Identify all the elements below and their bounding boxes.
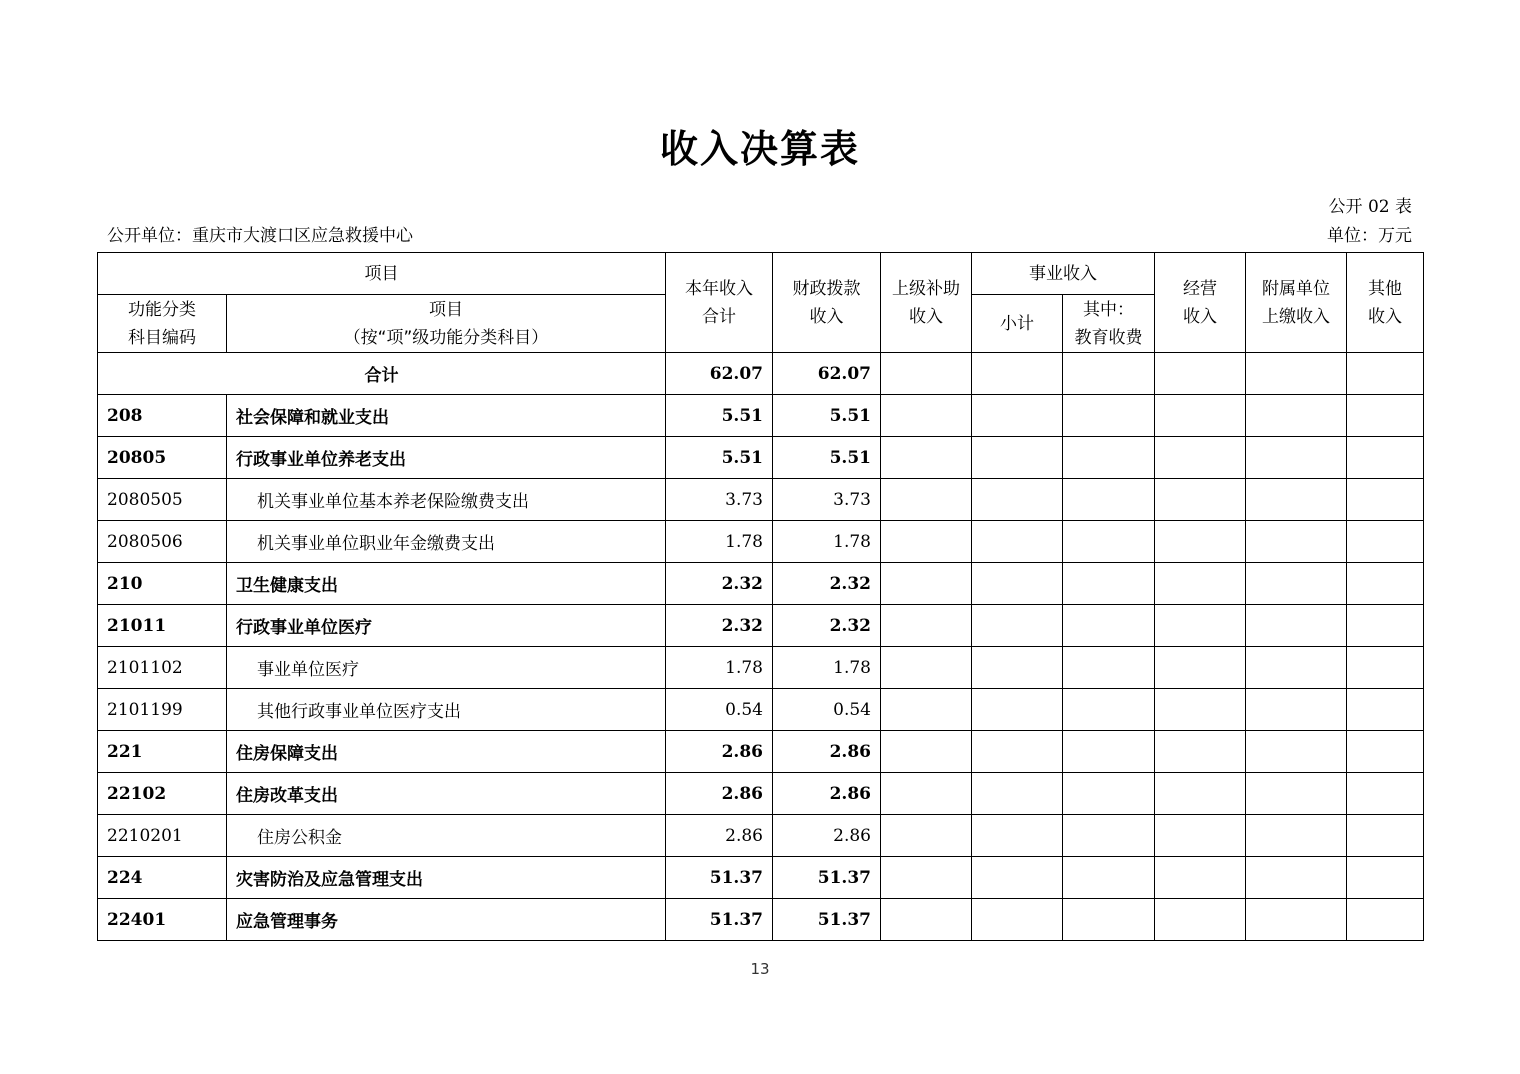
empty-cell xyxy=(1155,689,1246,731)
row-total: 1.78 xyxy=(666,521,773,563)
header-total: 本年收入 合计 xyxy=(666,253,773,353)
table-row xyxy=(98,437,1424,479)
header-affiliated: 附属单位 上缴收入 xyxy=(1246,253,1347,353)
empty-cell xyxy=(1063,899,1155,941)
row-total: 2.32 xyxy=(666,563,773,605)
empty-cell xyxy=(1246,395,1347,437)
row-code: 2101199 xyxy=(98,689,227,731)
row-code: 21011 xyxy=(98,605,227,647)
total-fiscal: 62.07 xyxy=(773,353,881,395)
row-total: 2.86 xyxy=(666,773,773,815)
empty-cell xyxy=(972,437,1063,479)
empty-cell xyxy=(881,563,972,605)
row-name: 行政事业单位医疗 xyxy=(227,605,666,647)
row-name: 机关事业单位基本养老保险缴费支出 xyxy=(227,479,666,521)
empty-cell xyxy=(1063,395,1155,437)
row-total: 2.32 xyxy=(666,605,773,647)
row-name: 住房公积金 xyxy=(227,815,666,857)
row-fiscal: 51.37 xyxy=(773,857,881,899)
header-item-group: 项目 xyxy=(98,253,666,295)
header-fiscal: 财政拨款 收入 xyxy=(773,253,881,353)
empty-cell xyxy=(1246,521,1347,563)
table-row xyxy=(98,899,1424,941)
empty-cell xyxy=(1155,773,1246,815)
row-fiscal: 2.86 xyxy=(773,815,881,857)
row-code: 2101102 xyxy=(98,647,227,689)
header-operating: 经营 收入 xyxy=(1155,253,1246,353)
empty-cell xyxy=(972,731,1063,773)
empty-cell xyxy=(972,563,1063,605)
empty-cell xyxy=(1347,815,1424,857)
row-name: 应急管理事务 xyxy=(227,899,666,941)
empty-cell xyxy=(1347,857,1424,899)
row-code: 208 xyxy=(98,395,227,437)
row-code: 22401 xyxy=(98,899,227,941)
empty-cell xyxy=(1246,647,1347,689)
row-code: 210 xyxy=(98,563,227,605)
row-code: 221 xyxy=(98,731,227,773)
total-value: 62.07 xyxy=(666,353,773,395)
empty-cell xyxy=(972,395,1063,437)
empty-cell xyxy=(1063,437,1155,479)
empty-cell xyxy=(881,479,972,521)
row-code: 22102 xyxy=(98,773,227,815)
row-total: 3.73 xyxy=(666,479,773,521)
empty-cell xyxy=(881,689,972,731)
empty-cell xyxy=(972,647,1063,689)
form-number: 公开 02 表 xyxy=(1328,197,1412,217)
row-name: 机关事业单位职业年金缴费支出 xyxy=(227,521,666,563)
empty-cell xyxy=(1063,689,1155,731)
row-fiscal: 0.54 xyxy=(773,689,881,731)
empty-cell xyxy=(1246,857,1347,899)
empty-cell xyxy=(881,647,972,689)
empty-cell xyxy=(1155,395,1246,437)
empty-cell xyxy=(1246,605,1347,647)
row-fiscal: 2.32 xyxy=(773,563,881,605)
empty-cell xyxy=(1347,563,1424,605)
page-number: 13 xyxy=(750,960,770,978)
empty-cell xyxy=(1155,899,1246,941)
empty-cell xyxy=(1155,647,1246,689)
empty-cell xyxy=(1246,773,1347,815)
row-fiscal: 5.51 xyxy=(773,395,881,437)
empty-cell xyxy=(1347,773,1424,815)
empty-cell xyxy=(1347,395,1424,437)
row-total: 5.51 xyxy=(666,395,773,437)
table-body xyxy=(98,395,1424,941)
empty-cell xyxy=(881,437,972,479)
empty-cell xyxy=(1155,605,1246,647)
table-row xyxy=(98,689,1424,731)
empty-cell xyxy=(1063,857,1155,899)
row-fiscal: 2.32 xyxy=(773,605,881,647)
row-total: 0.54 xyxy=(666,689,773,731)
table-row xyxy=(98,815,1424,857)
empty-cell xyxy=(881,731,972,773)
row-fiscal: 2.86 xyxy=(773,731,881,773)
row-name: 住房改革支出 xyxy=(227,773,666,815)
empty-cell xyxy=(1347,689,1424,731)
row-code: 224 xyxy=(98,857,227,899)
row-name: 事业单位医疗 xyxy=(227,647,666,689)
empty-cell xyxy=(972,605,1063,647)
table-row xyxy=(98,647,1424,689)
row-name: 行政事业单位养老支出 xyxy=(227,437,666,479)
header-name: 项目 （按“项”级功能分类科目） xyxy=(227,295,666,353)
empty-cell xyxy=(1347,437,1424,479)
row-name: 住房保障支出 xyxy=(227,731,666,773)
table-row xyxy=(98,857,1424,899)
empty-cell xyxy=(1063,605,1155,647)
empty-cell xyxy=(972,815,1063,857)
header-business-group: 事业收入 xyxy=(972,253,1155,295)
empty-cell xyxy=(972,773,1063,815)
empty-cell xyxy=(1246,437,1347,479)
empty-cell xyxy=(1155,479,1246,521)
row-total: 2.86 xyxy=(666,731,773,773)
row-total: 1.78 xyxy=(666,647,773,689)
header-business-subtotal: 小计 xyxy=(972,295,1063,353)
empty-cell xyxy=(1155,521,1246,563)
table-row xyxy=(98,605,1424,647)
empty-cell xyxy=(1155,437,1246,479)
empty-cell xyxy=(1347,479,1424,521)
empty-cell xyxy=(1063,815,1155,857)
row-total: 5.51 xyxy=(666,437,773,479)
empty-cell xyxy=(1246,731,1347,773)
income-table xyxy=(97,252,1424,941)
empty-cell xyxy=(881,773,972,815)
row-fiscal: 5.51 xyxy=(773,437,881,479)
empty-cell xyxy=(1347,521,1424,563)
row-fiscal: 2.86 xyxy=(773,773,881,815)
total-label: 合计 xyxy=(98,353,666,395)
reporting-unit: 公开单位：重庆市大渡口区应急救援中心 xyxy=(107,226,413,246)
empty-cell xyxy=(1155,563,1246,605)
empty-cell xyxy=(1155,731,1246,773)
empty-cell xyxy=(881,857,972,899)
empty-cell xyxy=(972,479,1063,521)
empty-cell xyxy=(1246,689,1347,731)
empty-cell xyxy=(1347,605,1424,647)
empty-cell xyxy=(881,605,972,647)
row-name: 卫生健康支出 xyxy=(227,563,666,605)
row-fiscal: 3.73 xyxy=(773,479,881,521)
row-name: 灾害防治及应急管理支出 xyxy=(227,857,666,899)
empty-cell xyxy=(1063,773,1155,815)
row-fiscal: 51.37 xyxy=(773,899,881,941)
empty-cell xyxy=(1347,647,1424,689)
empty-cell xyxy=(1063,731,1155,773)
empty-cell xyxy=(1063,647,1155,689)
row-total: 2.86 xyxy=(666,815,773,857)
empty-cell xyxy=(1063,521,1155,563)
row-name: 其他行政事业单位医疗支出 xyxy=(227,689,666,731)
row-fiscal: 1.78 xyxy=(773,521,881,563)
row-code: 20805 xyxy=(98,437,227,479)
empty-cell xyxy=(1347,899,1424,941)
table-row xyxy=(98,563,1424,605)
empty-cell xyxy=(972,689,1063,731)
empty-cell xyxy=(972,521,1063,563)
header-business-edu: 其中： 教育收费 xyxy=(1063,295,1155,353)
table-row xyxy=(98,773,1424,815)
empty-cell xyxy=(881,521,972,563)
empty-cell xyxy=(1246,815,1347,857)
empty-cell xyxy=(972,857,1063,899)
empty-cell xyxy=(881,899,972,941)
table-row xyxy=(98,731,1424,773)
currency-unit: 单位：万元 xyxy=(1327,226,1412,246)
row-total: 51.37 xyxy=(666,857,773,899)
row-name: 社会保障和就业支出 xyxy=(227,395,666,437)
empty-cell xyxy=(1155,857,1246,899)
header-superior: 上级补助 收入 xyxy=(881,253,972,353)
page-title: 收入决算表 xyxy=(659,127,860,171)
table-row xyxy=(98,395,1424,437)
empty-cell xyxy=(1347,731,1424,773)
empty-cell xyxy=(972,899,1063,941)
empty-cell xyxy=(1155,815,1246,857)
table-row xyxy=(98,521,1424,563)
header-other: 其他 收入 xyxy=(1347,253,1424,353)
total-row xyxy=(98,353,1424,395)
row-code: 2080506 xyxy=(98,521,227,563)
empty-cell xyxy=(1246,899,1347,941)
row-code: 2210201 xyxy=(98,815,227,857)
empty-cell xyxy=(1063,563,1155,605)
header-code: 功能分类 科目编码 xyxy=(98,295,227,353)
empty-cell xyxy=(881,815,972,857)
empty-cell xyxy=(881,395,972,437)
empty-cell xyxy=(1246,563,1347,605)
table-row xyxy=(98,479,1424,521)
empty-cell xyxy=(1246,479,1347,521)
row-total: 51.37 xyxy=(666,899,773,941)
row-fiscal: 1.78 xyxy=(773,647,881,689)
empty-cell xyxy=(1063,479,1155,521)
row-code: 2080505 xyxy=(98,479,227,521)
